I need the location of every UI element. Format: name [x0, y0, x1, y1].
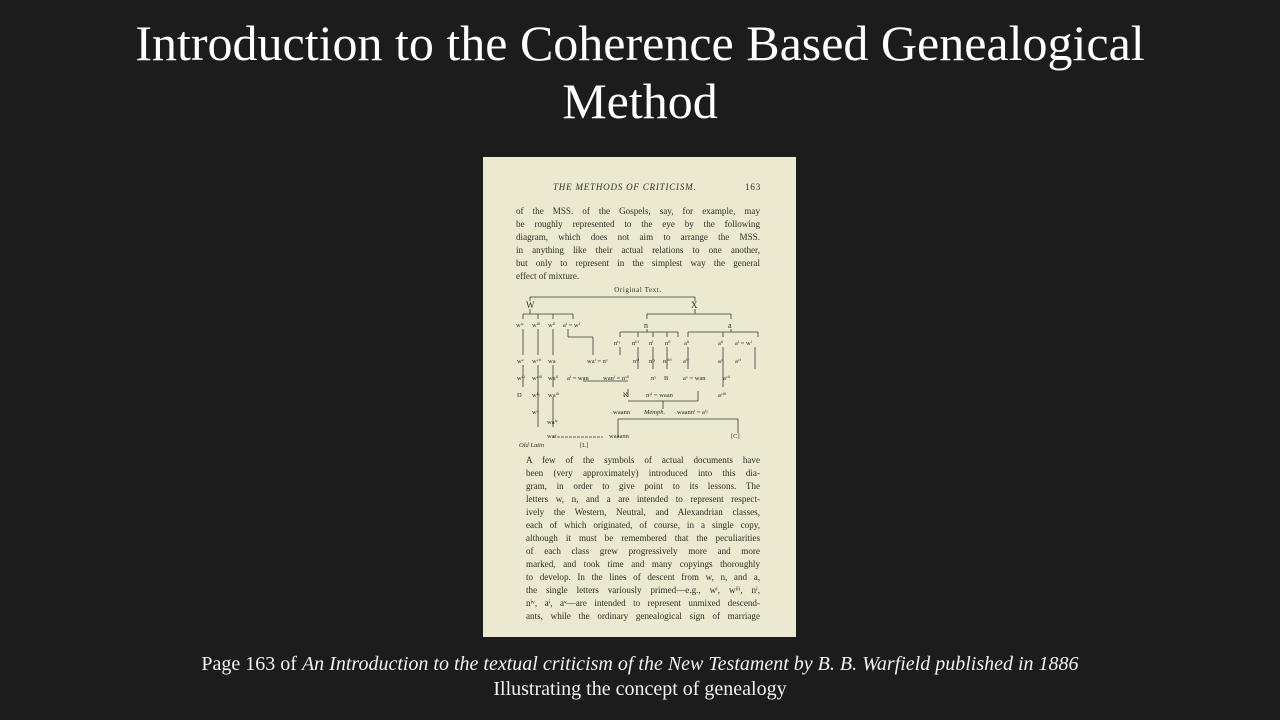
diagram-label: [L] [580, 442, 589, 449]
diagram-label: Old Latin [519, 442, 545, 449]
text-line: each of which originated, of course, in a single copy, [526, 520, 760, 530]
diagram-node-n: n [644, 321, 648, 330]
diagram-label: ℵ [623, 392, 628, 399]
diagram-label: waⁱⁱ [548, 375, 558, 382]
diagram-label: wˣ [532, 409, 539, 416]
caption-line1 [0, 652, 1280, 677]
diagram-label: aⁱⁱ [684, 340, 690, 347]
diagram-label: aᵛⁱⁱ [723, 375, 731, 382]
diagram-label: aⁱ = wⁱ [735, 340, 752, 347]
diagram-label: Memph. [644, 409, 666, 416]
genealogy-diagram [483, 277, 796, 457]
diagram-label: waann [613, 409, 630, 416]
paragraph-1 [516, 205, 760, 283]
diagram-label: waⁱᵛ [547, 419, 558, 426]
diagram-label: waaann [609, 433, 629, 440]
caption-book-title: An Introduction to the textual criticism of the New Testament by B. B. Warfield published in 1886 [301, 653, 1079, 675]
diagram-label: waannⁱ = aⁱˣ [677, 409, 708, 416]
running-head [553, 182, 773, 192]
text-line: gram, in order to give point to its lessons. The [526, 481, 760, 491]
diagram-label: nⁱˣ [649, 358, 656, 365]
diagram-label: D [517, 392, 522, 399]
diagram-label: nᵛⁱ [633, 358, 640, 365]
diagram-label: wⁱᵛ [516, 322, 524, 329]
diagram-label: nˣⁱ = waan [646, 392, 673, 399]
text-line: effect of mixture. [516, 271, 580, 281]
diagram-label: [C] [731, 433, 740, 440]
diagram-root-w: W [526, 300, 535, 310]
diagram-root-x: X [691, 300, 698, 310]
text-line: been (very approximately) introduced into this dia- [526, 468, 760, 478]
text-line: but only to represent in the simplest way the general [516, 258, 760, 268]
text-line: ively the Western, Neutral, and Alexandrian classes, [526, 507, 760, 517]
diagram-label: aᵛ [718, 358, 723, 365]
diagram-label: wa [548, 358, 556, 365]
diagram-label: wᵛⁱⁱⁱ [532, 375, 543, 382]
diagram-heading: Original Text. [614, 286, 662, 294]
diagram-label: wᵛ [517, 358, 524, 365]
caption-prefix: Page 163 of [201, 653, 302, 675]
diagram-label: wⁱˣ [532, 392, 540, 399]
text-line: although it must be remembered that the peculiarities [526, 533, 760, 543]
diagram-label: nⁱⁱⁱ [632, 340, 639, 347]
text-line: marked, and took time and many copyings thoroughly [526, 559, 760, 569]
slide-caption [0, 652, 1280, 702]
diagram-label: B [664, 375, 669, 382]
text-line: ants, while the ordinary genealogical sign of marriage [526, 611, 760, 621]
text-line: to develop. In the lines of descent from w, n, and a, [526, 572, 760, 582]
text-line: A few of the symbols of actual documents have [526, 455, 760, 465]
diagram-label: aⁱⁱ [718, 340, 724, 347]
text-line: be roughly represented to the eye by the following [516, 219, 760, 229]
text-line: letters w, n, and a are intended to represent respect- [526, 494, 760, 504]
diagram-label: waᵛ [547, 433, 557, 440]
text-line: nⁱᵛ, aⁱ, aᵛ—are intended to represent unmixed descend- [526, 598, 760, 608]
diagram-label: aᵛⁱⁱⁱ [718, 392, 727, 399]
book-page-scan [483, 157, 796, 637]
slide-title [0, 14, 1280, 130]
paragraph-2 [516, 454, 760, 623]
text-line: in anything like their actual relations to one another, [516, 245, 760, 255]
diagram-label: nᵛⁱⁱⁱ [663, 358, 672, 365]
running-head-title: THE METHODS OF CRITICISM. [553, 182, 697, 192]
text-line: diagram, which does not aim to arrange the MSS. [516, 232, 760, 242]
text-line: the single letters variously primed—e.g., wⁱ, wⁱⁱⁱ, nⁱ, [526, 585, 760, 595]
diagram-label: wⁱⁱ [548, 322, 556, 329]
diagram-label: aᵛ = wan [683, 375, 706, 382]
slide-title-line2: Method [562, 73, 718, 129]
diagram-label: aⁱ = wⁱ [563, 322, 580, 329]
diagram-label: aᵛⁱ [735, 358, 741, 365]
diagram-node-a: a [728, 321, 732, 330]
diagram-label: wᵛⁱⁱ [532, 358, 541, 365]
diagram-label: wanⁱ = nᵛⁱⁱ [603, 375, 630, 382]
caption-line2: Illustrating the concept of genealogy [493, 678, 787, 700]
diagram-label: wⁱⁱⁱ [532, 322, 541, 329]
slide-title-line1: Introduction to the Coherence Based Genealogical [135, 15, 1145, 71]
diagram-label: wᵛⁱ [517, 375, 525, 382]
diagram-label: nⁱ [649, 340, 654, 347]
page-number: 163 [745, 182, 761, 192]
diagram-label: aⁱᵛ [683, 358, 689, 365]
diagram-label: waⁱⁱⁱ [548, 392, 560, 399]
diagram-label: nⁱᵛ [614, 340, 621, 347]
diagram-label: nˣ [651, 375, 657, 382]
diagram-label: aⁱ = wan [567, 375, 589, 382]
text-line: of the MSS. of the Gospels, say, for example, may [516, 206, 760, 216]
diagram-label: waⁱ = nᵛ [587, 358, 608, 365]
text-line: of each class grew progressively more and more [526, 546, 760, 556]
diagram-label: nⁱⁱ [665, 340, 671, 347]
